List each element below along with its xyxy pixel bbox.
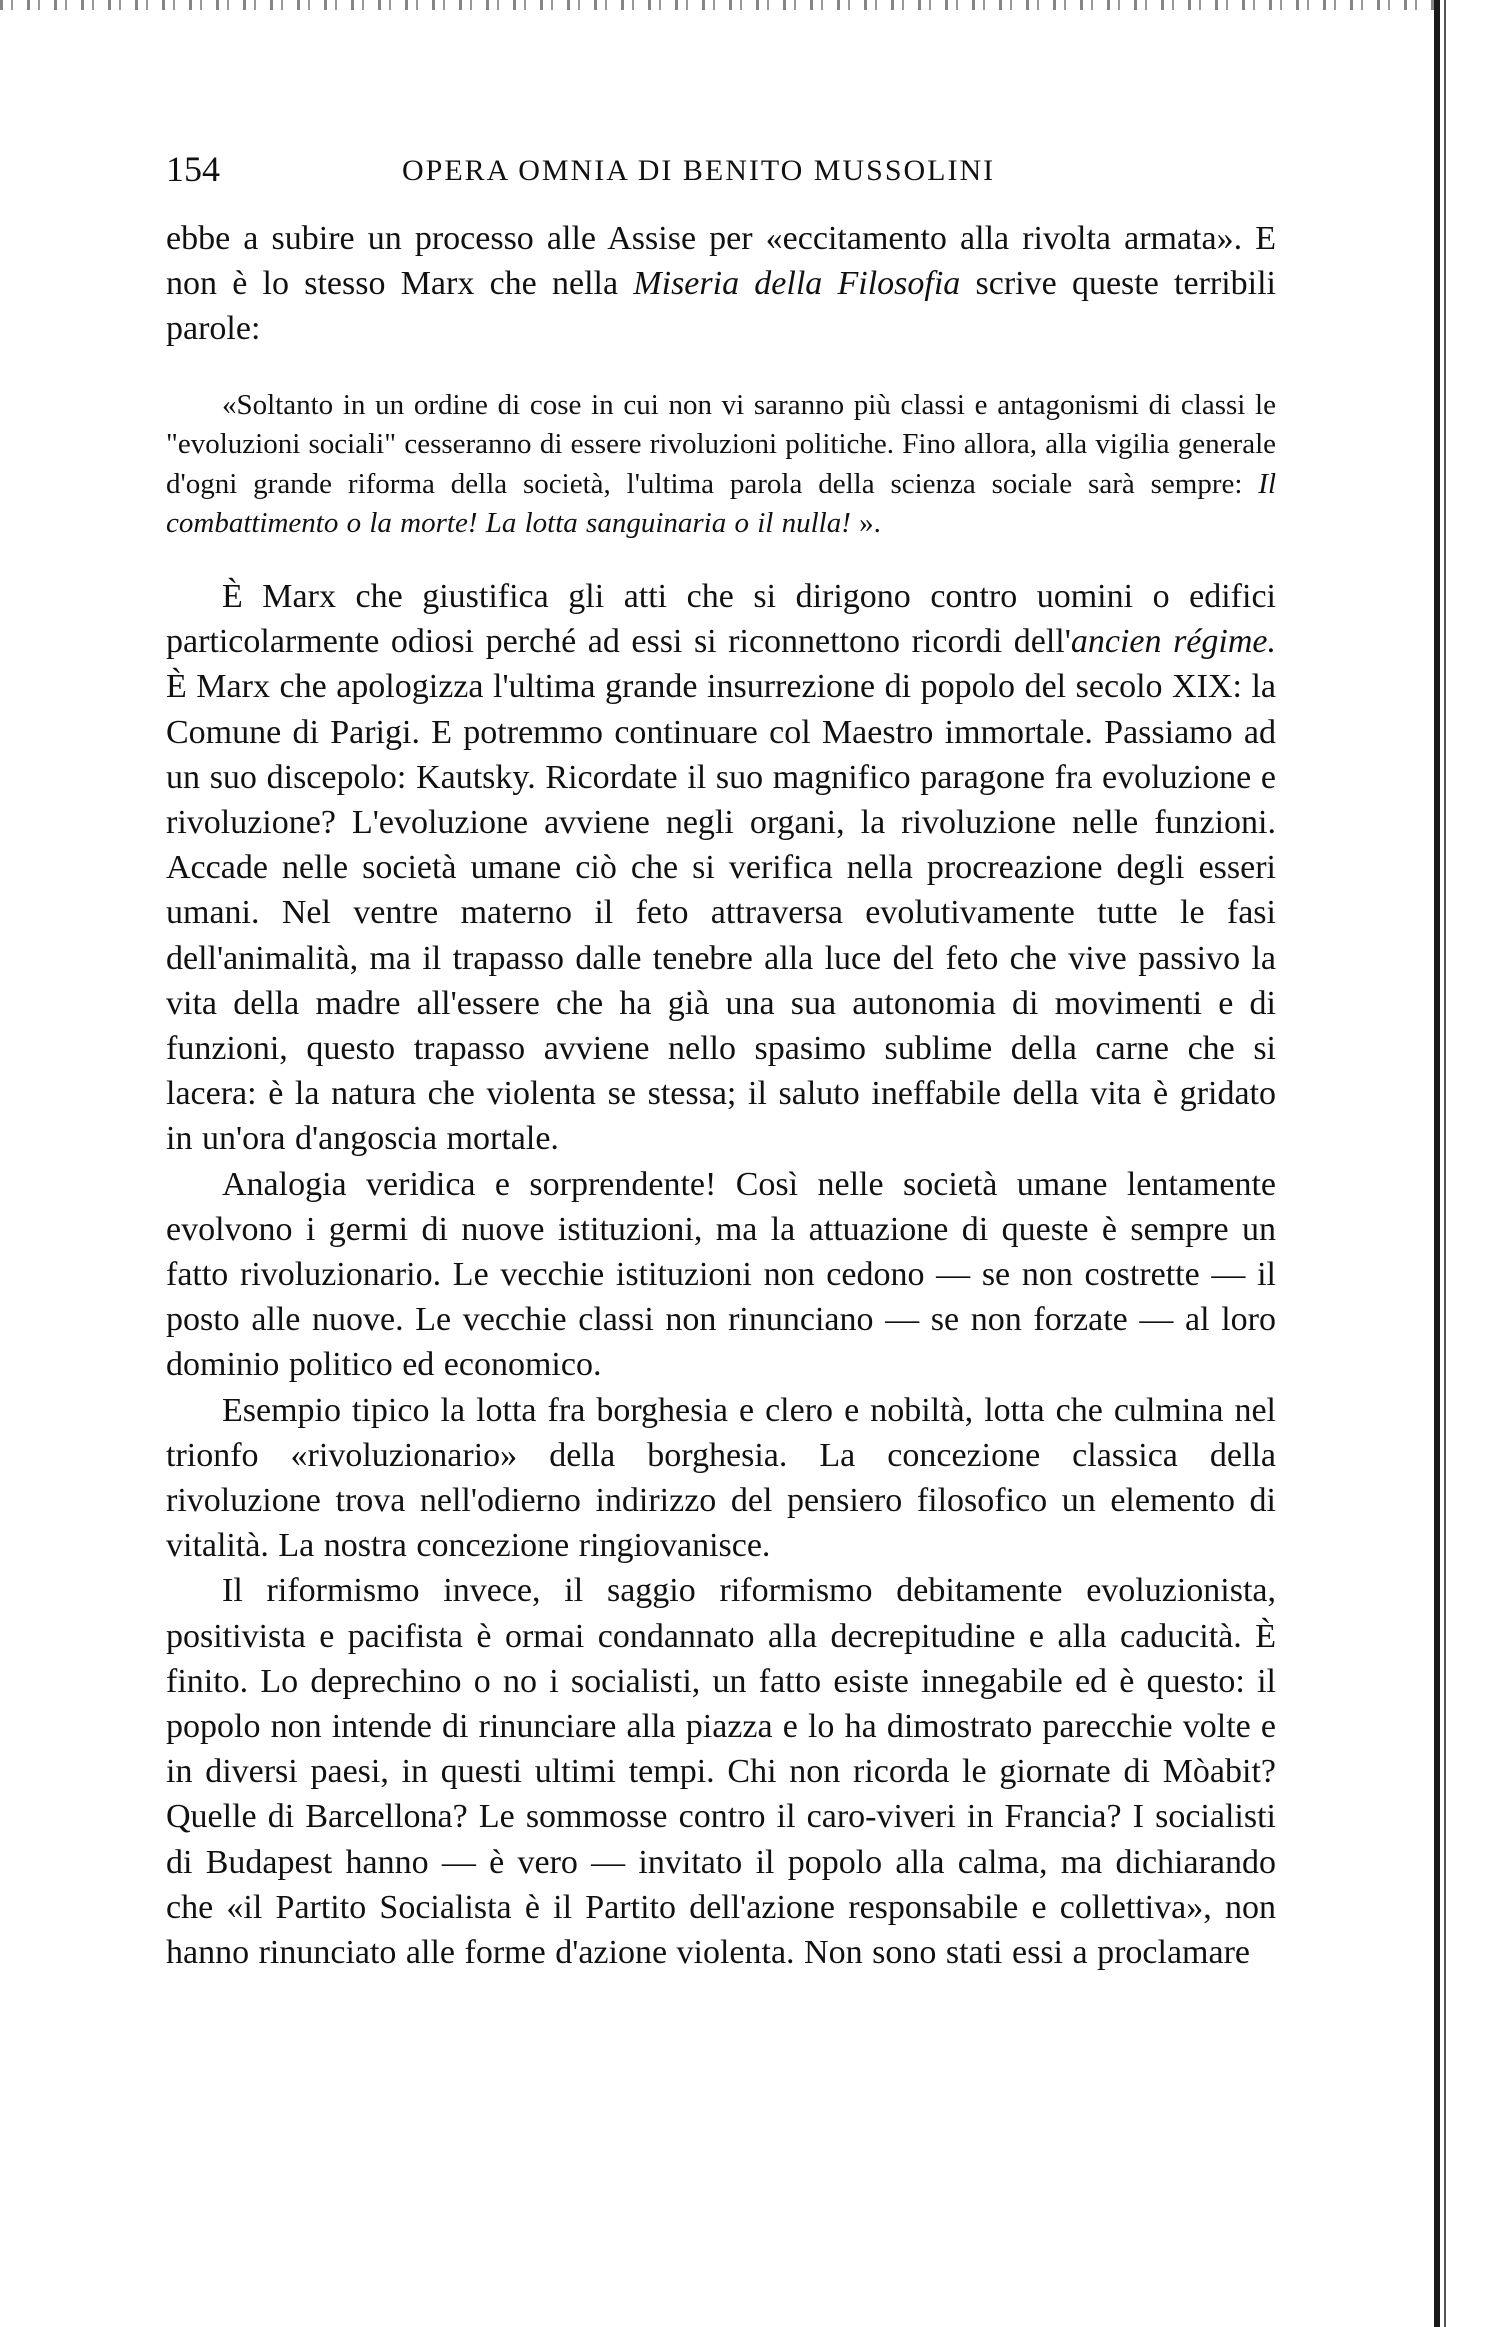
opening-paragraph [166, 216, 1276, 352]
marx-text-1: È Marx che giustifica gli atti che si dirigono contro uomini o edifici particolarmente odiosi perché ad essi si riconnettono ricordi dell' [166, 577, 1276, 661]
quote-paragraph [166, 386, 1276, 544]
page-body [166, 216, 1276, 1975]
paragraph-esempio: Esempio tipico la lotta fra borghesia e clero e nobiltà, lotta che culmina nel trionfo «rivoluzionario» della borghesia. La concezione classica della rivoluzione trova nell'odierno indirizzo del pensiero filosofico un elemento di vitalità. La nostra concezione ringiovanisce. [166, 1391, 1276, 1565]
block-quote [166, 386, 1276, 544]
running-header [166, 148, 1276, 198]
page-number: 154 [166, 149, 220, 189]
paragraph-riformismo: Il riformismo invece, il saggio riformismo debitamente evoluzionista, positivista e pacifista è ormai condannato alla decrepitudine e alla caducità. È finito. Lo deprechino o no i socialisti, un fatto esiste innegabile ed è questo: il popolo non intende di rinunciare alla piazza e lo ha dimostrato parecchie volte e in diversi paesi, in questi ultimi tempi. Chi non ricorda le giornate di Mòabit? Quelle di Barcellona? Le sommosse contro il caro-viveri in Francia? I socialisti di Budapest hanno — è vero — invitato il popolo alla calma, ma dichiarando che «il Partito Socialista è il Partito dell'azione responsabile e collettiva», non hanno rinunciato alle forme d'azione violenta. Non sono stati essi a proclamare [166, 1572, 1276, 1972]
quote-text-2: ». [850, 507, 881, 540]
scan-binding-edge-thin [1444, 0, 1446, 2327]
scan-binding-edge [1434, 0, 1440, 2327]
opening-text-2: scrive queste terribili parole: [166, 265, 1276, 348]
quote-text-1: «Soltanto in un ordine di cose in cui non vi saranno più classi e antagonismi di classi le "evoluzioni sociali" cesseranno di essere rivoluzioni politiche. Fino allora, alla vigilia generale d'ogni grande riforma della società, l'ultima parola della scienza sociale sarà sempre: [166, 388, 1276, 500]
marx-italic: ancien régime. [1070, 623, 1276, 661]
opening-text-1: ebbe a subire un processo alle Assise per «eccitamento alla rivolta armata». E non è lo stesso Marx che nella [166, 220, 1276, 303]
running-title: OPERA OMNIA DI BENITO MUSSOLINI [402, 154, 996, 187]
quote-italic: Il combattimento o la morte! La lotta sanguinaria o il nulla! [166, 467, 1276, 540]
opening-title-italic: Miseria della Filosofia [633, 265, 961, 303]
scan-top-noise [0, 0, 1440, 10]
marx-text-2: È Marx che apologizza l'ultima grande insurrezione di popolo del secolo XIX: la Comune di Parigi. E potremmo continuare col Maestro immortale. Passiamo ad un suo discepolo: Kautsky. Ricordate il suo magnifico paragone fra evoluzione e rivoluzione? L'evoluzione avviene negli organi, la rivoluzione nelle funzioni. Accade nelle società umane ciò che si verifica nella procreazione degli esseri umani. Nel ventre materno il feto attraversa evolutivamente tutte le fasi dell'animalità, ma il trapasso dalle tenebre alla luce del feto che vive passivo la vita della madre all'essere che ha già una sua autonomia di movimenti e di funzioni, questo trapasso avviene nello spasimo sublime della carne che si lacera: è la natura che violenta se stessa; il saluto ineffabile della vita è gridato in un'ora d'angoscia mortale. [166, 668, 1276, 1158]
paragraph-analogia: Analogia veridica e sorprendente! Così nelle società umane lentamente evolvono i germi di nuove istituzioni, ma la attuazione di queste è sempre un fatto rivoluzionario. Le vecchie istituzioni non cedono — se non costrette — il posto alle nuove. Le vecchie classi non rinunciano — se non forzate — al loro dominio politico ed economico. [166, 1165, 1276, 1384]
paragraph-marx [166, 574, 1276, 1162]
